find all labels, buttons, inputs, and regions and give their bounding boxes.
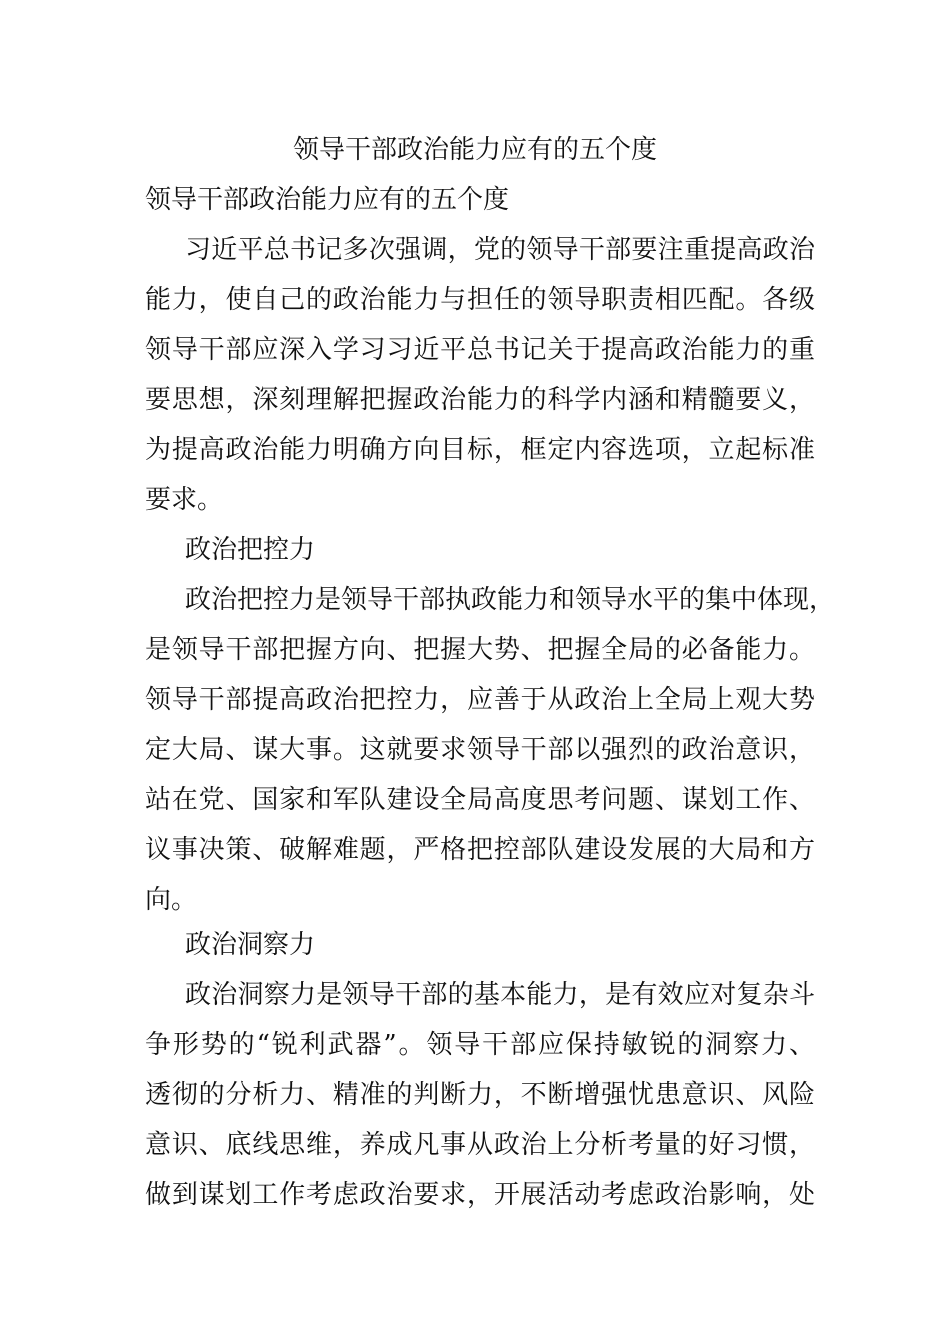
document-title: 领导干部政治能力应有的五个度 — [292, 135, 657, 165]
paragraph-line: 向。 — [145, 885, 198, 915]
paragraph-line: 政治把控力是领导干部执政能力和领导水平的集中体现， — [185, 585, 836, 615]
paragraph-line: 透彻的分析力、精准的判断力，不断增强忧患意识、风险 — [145, 1080, 815, 1110]
intro-line: 习近平总书记多次强调，党的领导干部要注重提高政治 — [185, 235, 815, 265]
paragraph-line: 政治洞察力是领导干部的基本能力，是有效应对复杂斗 — [185, 980, 815, 1010]
intro-line: 能力，使自己的政治能力与担任的领导职责相匹配。各级 — [145, 285, 815, 315]
section-heading: 政治把控力 — [185, 535, 316, 565]
paragraph-line: 争形势的“锐利武器”。领导干部应保持敏锐的洞察力、 — [145, 1030, 815, 1060]
document-subtitle: 领导干部政治能力应有的五个度 — [145, 185, 510, 215]
paragraph-line: 是领导干部把握方向、把握大势、把握全局的必备能力。 — [145, 635, 815, 665]
intro-line: 要思想，深刻理解把握政治能力的科学内涵和精髓要义， — [145, 385, 815, 415]
paragraph-line: 领导干部提高政治把控力，应善于从政治上全局上观大势 — [145, 685, 815, 715]
paragraph-line: 意识、底线思维，养成凡事从政治上分析考量的好习惯， — [145, 1130, 815, 1160]
paragraph-line: 定大局、谋大事。这就要求领导干部以强烈的政治意识， — [145, 735, 815, 765]
intro-line: 为提高政治能力明确方向目标，框定内容选项，立起标准 — [145, 435, 815, 465]
intro-line: 领导干部应深入学习习近平总书记关于提高政治能力的重 — [145, 335, 815, 365]
paragraph-line: 议事决策、破解难题，严格把控部队建设发展的大局和方 — [145, 835, 815, 865]
paragraph-line: 做到谋划工作考虑政治要求，开展活动考虑政治影响，处 — [145, 1180, 815, 1210]
intro-line: 要求。 — [145, 485, 224, 515]
section-heading: 政治洞察力 — [185, 930, 316, 960]
paragraph-line: 站在党、国家和军队建设全局高度思考问题、谋划工作、 — [145, 785, 815, 815]
